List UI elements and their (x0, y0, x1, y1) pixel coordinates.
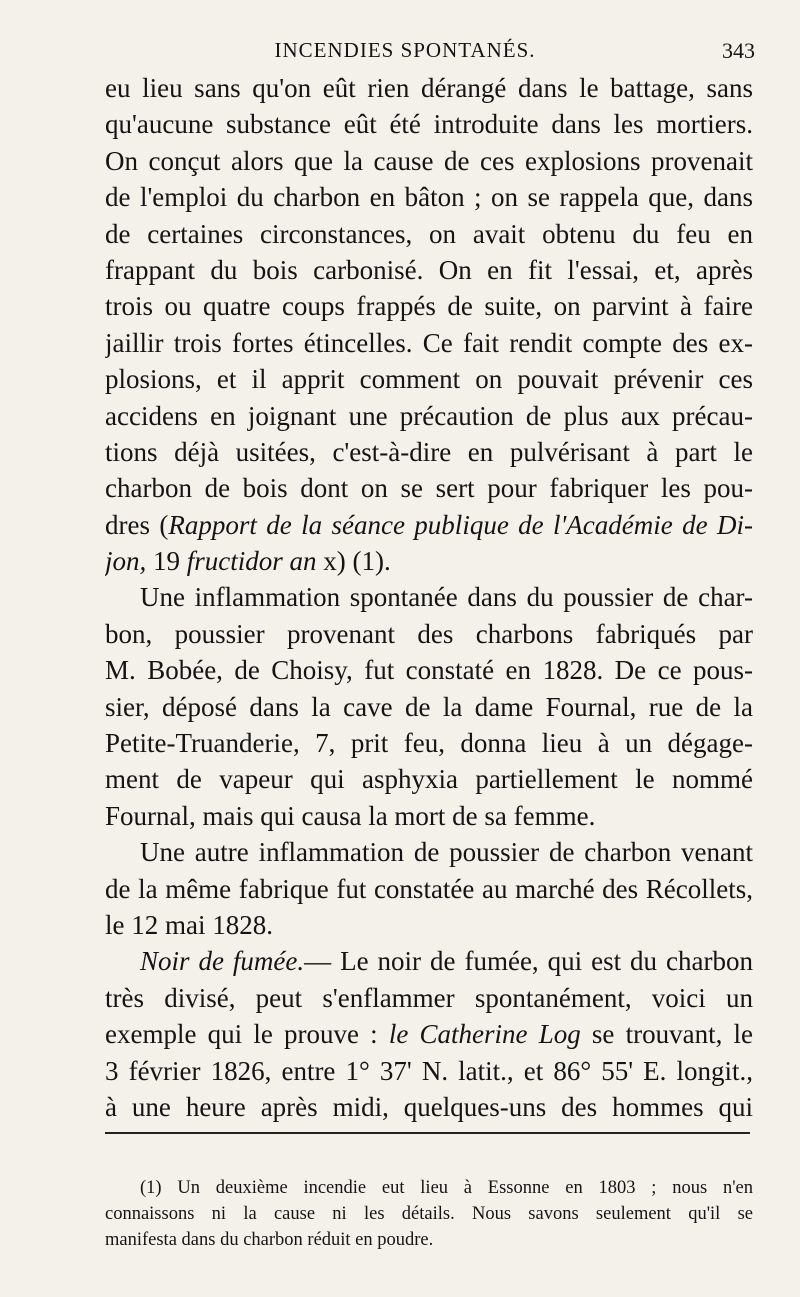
footnote-line: (1) Un deuxième incendie eut lieu à Essonne en 1803 ; nous n'en (140, 1178, 753, 1198)
text-line: sier, déposé dans la cave de la dame Fournal, rue de la (105, 691, 753, 722)
footnote-divider (105, 1132, 750, 1134)
citation-date: fructidor an (186, 546, 317, 577)
text-line: bon, poussier provenant des charbons fabriqués par (105, 618, 753, 649)
citation-day: 19 (153, 546, 187, 577)
text-line: trois ou quatre coups frappés de suite, on parvint à faire (105, 291, 753, 322)
text-line: à une heure après midi, quelques-uns des hommes qui (105, 1091, 753, 1122)
text-line: M. Bobée, de Choisy, fut constaté en 1828. De ce pous- (105, 655, 753, 686)
paragraph-first-line: Une inflammation spontanée dans du poussier de char- (140, 582, 753, 613)
footnote (105, 1175, 753, 1253)
citation-tail: x) (1). (316, 546, 391, 577)
section-heading-noir-de-fumee: Noir de fumée. (140, 946, 305, 977)
text-line: Fournal, mais qui causa la mort de sa femme. (105, 800, 596, 831)
text-line: de l'emploi du charbon en bâton ; on se rappela que, dans (105, 182, 753, 213)
text-line: de la même fabrique fut constatée au marché des Récollets, (105, 873, 753, 904)
footnote-line: connaissons ni la cause ni les détails. Nous savons seulement qu'il se (105, 1204, 753, 1224)
text-line: plosions, et il apprit comment on pouvait prévenir ces (105, 364, 753, 395)
text-line: eu lieu sans qu'on eût rien dérangé dans le battage, sans (105, 73, 753, 103)
text-line: On conçut alors que la cause de ces explosions provenait (105, 145, 753, 176)
text-line: Petite-Truanderie, 7, prit feu, donna lieu à un dégage- (105, 728, 753, 759)
text-line: frappant du bois carbonisé. On en fit l'essai, et, après (105, 254, 753, 285)
text-line: ment de vapeur qui asphyxia partiellement le nommé (105, 764, 753, 795)
text-line: charbon de bois dont on se sert pour fabriquer les pou- (105, 473, 753, 504)
page-number: 343 (722, 38, 755, 63)
paragraph-first-line (105, 943, 753, 979)
text-line-citation-end (105, 543, 753, 579)
citation-lead: dres ( (105, 509, 169, 540)
paragraph-lead-text: — Le noir de fumée, qui est du charbon (304, 946, 753, 977)
running-title: INCENDIES SPONTANÉS. (274, 38, 536, 62)
ship-name: le Catherine Log (388, 1019, 581, 1050)
text-fragment: se trouvant, le (580, 1019, 753, 1050)
text-line-ship (105, 1016, 753, 1052)
text-line: qu'aucune substance eût été introduite dans les mortiers. (105, 109, 753, 140)
running-head (105, 38, 755, 68)
citation-title: Rapport de la séance publique de l'Académie de Di- (168, 509, 753, 540)
text-line-citation (105, 507, 753, 543)
text-line: 3 février 1826, entre 1° 37' N. latit., et 86° 55' E. longit., (105, 1055, 753, 1086)
text-line: jaillir trois fortes étincelles. Ce fait rendit compte des ex- (105, 327, 753, 358)
text-fragment: exemple qui le prouve : (105, 1019, 389, 1050)
text-line: accidens en joignant une précaution de plus aux précau- (105, 400, 753, 431)
footnote-line: manifesta dans du charbon réduit en poudre. (105, 1230, 434, 1250)
text-line: le 12 mai 1828. (105, 909, 273, 940)
text-line: de certaines circonstances, on avait obtenu du feu en (105, 218, 753, 249)
body-text (105, 70, 753, 1125)
citation-place: jon, (105, 546, 154, 577)
text-line: tions déjà usitées, c'est-à-dire en pulvérisant à part le (105, 436, 753, 467)
text-line: très divisé, peut s'enflammer spontanément, voici un (105, 982, 753, 1013)
paragraph-first-line: Une autre inflammation de poussier de charbon venant (140, 837, 753, 868)
